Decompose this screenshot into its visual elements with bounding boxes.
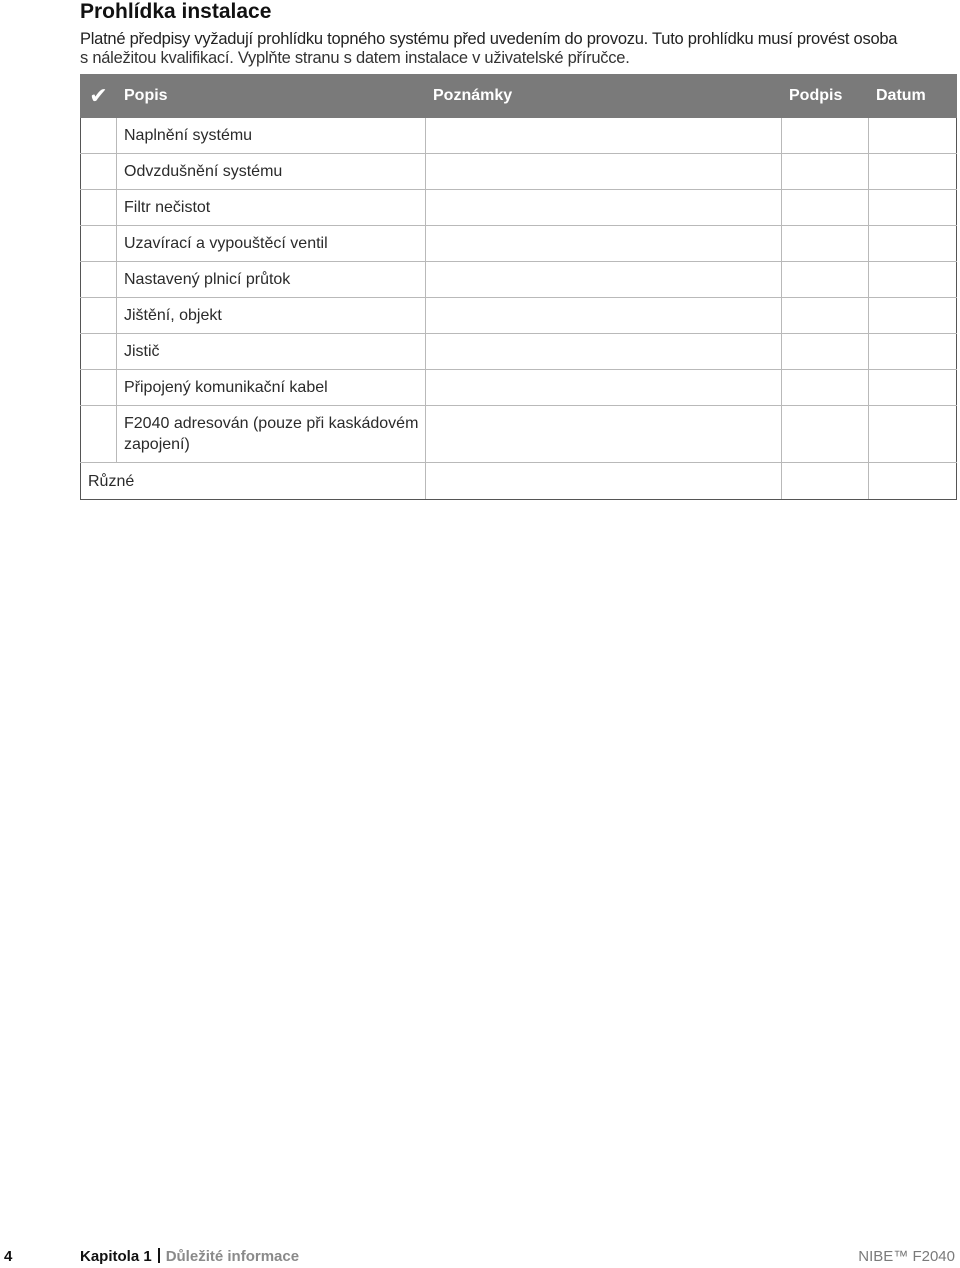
check-cell[interactable] bbox=[81, 334, 117, 370]
intro-text bbox=[80, 30, 960, 68]
date-cell[interactable] bbox=[869, 154, 957, 190]
signature-cell[interactable] bbox=[782, 370, 869, 406]
date-cell[interactable] bbox=[869, 370, 957, 406]
table-row-misc bbox=[81, 463, 957, 500]
signature-cell[interactable] bbox=[782, 298, 869, 334]
description-cell: Naplnění systému bbox=[117, 118, 426, 154]
notes-cell[interactable] bbox=[426, 406, 782, 463]
notes-cell[interactable] bbox=[426, 370, 782, 406]
table-row bbox=[81, 226, 957, 262]
check-cell[interactable] bbox=[81, 118, 117, 154]
check-cell[interactable] bbox=[81, 298, 117, 334]
column-header-datum: Datum bbox=[869, 75, 957, 118]
check-cell[interactable] bbox=[81, 370, 117, 406]
section-label: Důležité informace bbox=[165, 1248, 300, 1265]
page-title: Prohlídka instalace bbox=[80, 0, 272, 23]
notes-cell[interactable] bbox=[426, 262, 782, 298]
date-cell[interactable] bbox=[869, 406, 957, 463]
signature-cell[interactable] bbox=[782, 406, 869, 463]
description-cell: Nastavený plnicí průtok bbox=[117, 262, 426, 298]
check-cell[interactable] bbox=[81, 262, 117, 298]
column-header-popis: Popis bbox=[117, 75, 426, 118]
signature-cell[interactable] bbox=[782, 334, 869, 370]
date-cell[interactable] bbox=[869, 334, 957, 370]
table-row bbox=[81, 370, 957, 406]
notes-cell[interactable] bbox=[426, 334, 782, 370]
signature-cell[interactable] bbox=[782, 463, 869, 500]
footer-divider bbox=[158, 1248, 160, 1263]
date-cell[interactable] bbox=[869, 226, 957, 262]
column-header-check bbox=[81, 75, 117, 118]
check-cell[interactable] bbox=[81, 226, 117, 262]
description-cell: Jistič bbox=[117, 334, 426, 370]
signature-cell[interactable] bbox=[782, 190, 869, 226]
notes-cell[interactable] bbox=[426, 298, 782, 334]
table-row bbox=[81, 154, 957, 190]
date-cell[interactable] bbox=[869, 262, 957, 298]
description-cell: Filtr nečistot bbox=[117, 190, 426, 226]
notes-cell[interactable] bbox=[426, 190, 782, 226]
notes-cell[interactable] bbox=[426, 226, 782, 262]
checkmark-icon: ✔ bbox=[89, 82, 108, 108]
date-cell[interactable] bbox=[869, 463, 957, 500]
date-cell[interactable] bbox=[869, 190, 957, 226]
check-cell[interactable] bbox=[81, 190, 117, 226]
table-row bbox=[81, 118, 957, 154]
intro-line-2: s náležitou kvalifikací. Vyplňte stranu s datem instalace v uživatelské příručce. bbox=[80, 49, 630, 67]
check-cell[interactable] bbox=[81, 406, 117, 463]
inspection-checklist-table bbox=[80, 74, 957, 500]
check-cell[interactable] bbox=[81, 154, 117, 190]
footer-chapter bbox=[80, 1246, 299, 1268]
column-header-poznamky: Poznámky bbox=[426, 75, 782, 118]
notes-cell[interactable] bbox=[426, 154, 782, 190]
intro-line-1: Platné předpisy vyžadují prohlídku topného systému před uvedením do provozu. Tuto prohlídku musí provést osoba bbox=[80, 30, 898, 48]
table-row bbox=[81, 298, 957, 334]
date-cell[interactable] bbox=[869, 298, 957, 334]
description-cell: Odvzdušnění systému bbox=[117, 154, 426, 190]
page-number: 4 bbox=[4, 1248, 13, 1265]
description-cell: Připojený komunikační kabel bbox=[117, 370, 426, 406]
description-cell: F2040 adresován (pouze při kaskádovém zapojení) bbox=[117, 406, 426, 463]
signature-cell[interactable] bbox=[782, 226, 869, 262]
signature-cell[interactable] bbox=[782, 262, 869, 298]
product-name: NIBE™ F2040 bbox=[858, 1248, 955, 1265]
chapter-label: Kapitola 1 bbox=[80, 1248, 152, 1265]
column-header-podpis: Podpis bbox=[782, 75, 869, 118]
table-row bbox=[81, 262, 957, 298]
notes-cell[interactable] bbox=[426, 463, 782, 500]
signature-cell[interactable] bbox=[782, 154, 869, 190]
misc-label-cell: Různé bbox=[81, 463, 426, 500]
table-row bbox=[81, 190, 957, 226]
notes-cell[interactable] bbox=[426, 118, 782, 154]
table-row bbox=[81, 334, 957, 370]
date-cell[interactable] bbox=[869, 118, 957, 154]
description-cell: Uzavírací a vypouštěcí ventil bbox=[117, 226, 426, 262]
table-header-row bbox=[81, 75, 957, 118]
page-footer bbox=[0, 1246, 960, 1268]
description-cell: Jištění, objekt bbox=[117, 298, 426, 334]
signature-cell[interactable] bbox=[782, 118, 869, 154]
table-row bbox=[81, 406, 957, 463]
